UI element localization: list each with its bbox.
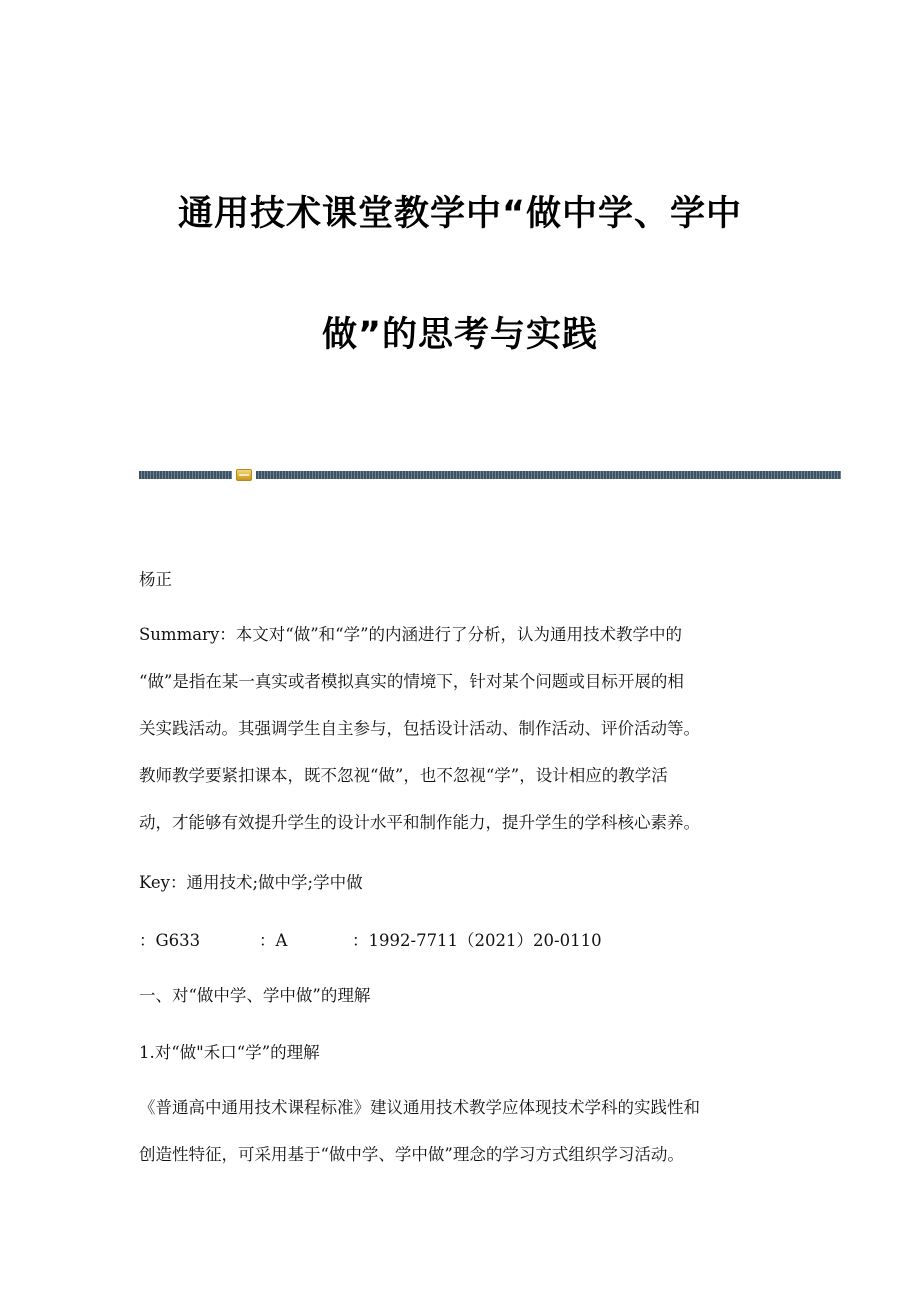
divider-bar-right <box>256 471 841 479</box>
section-heading: 一、对“做中学、学中做”的理解 <box>139 986 371 1005</box>
summary-line: 动，才能够有效提升学生的设计水平和制作能力，提升学生的学科核心素养。 <box>139 813 700 832</box>
title-divider <box>139 471 841 479</box>
summary-line: “做”是指在某一真实或者模拟真实的情境下，针对某个问题或目标开展的相 <box>139 672 684 691</box>
scroll-ornament-icon <box>236 469 252 481</box>
article-id: ：1992-7711（2021）20-0110 <box>352 931 602 950</box>
document-title-line-1: 通用技术课堂教学中“做中学、学中 <box>177 194 742 234</box>
summary-line: 教师教学要紧扣课本，既不忽视“做”，也不忽视“学”，设计相应的教学活 <box>139 766 668 785</box>
document-code: ：A <box>259 931 288 950</box>
divider-bar-left <box>139 471 232 479</box>
author-name: 杨正 <box>139 570 172 589</box>
document-title-line-2: 做”的思考与实践 <box>321 315 598 355</box>
keywords-line: Key：通用技术;做中学;学中做 <box>139 873 363 892</box>
paragraph-line: 创造性特征，可采用基于“做中学、学中做”理念的学习方式组织学习活动。 <box>139 1145 684 1164</box>
summary-line: 关实践活动。其强调学生自主参与，包括设计活动、制作活动、评价活动等。 <box>139 719 700 738</box>
summary-line: Summary：本文对“做”和“学”的内涵进行了分析，认为通用技术教学中的 <box>139 625 683 644</box>
subsection-heading: 1.对“做"禾口“学”的理解 <box>139 1043 320 1062</box>
clc-number: ：G633 <box>139 931 201 950</box>
paragraph-line: 《普通高中通用技术课程标准》建议通用技术教学应体现技术学科的实践性和 <box>139 1098 700 1117</box>
